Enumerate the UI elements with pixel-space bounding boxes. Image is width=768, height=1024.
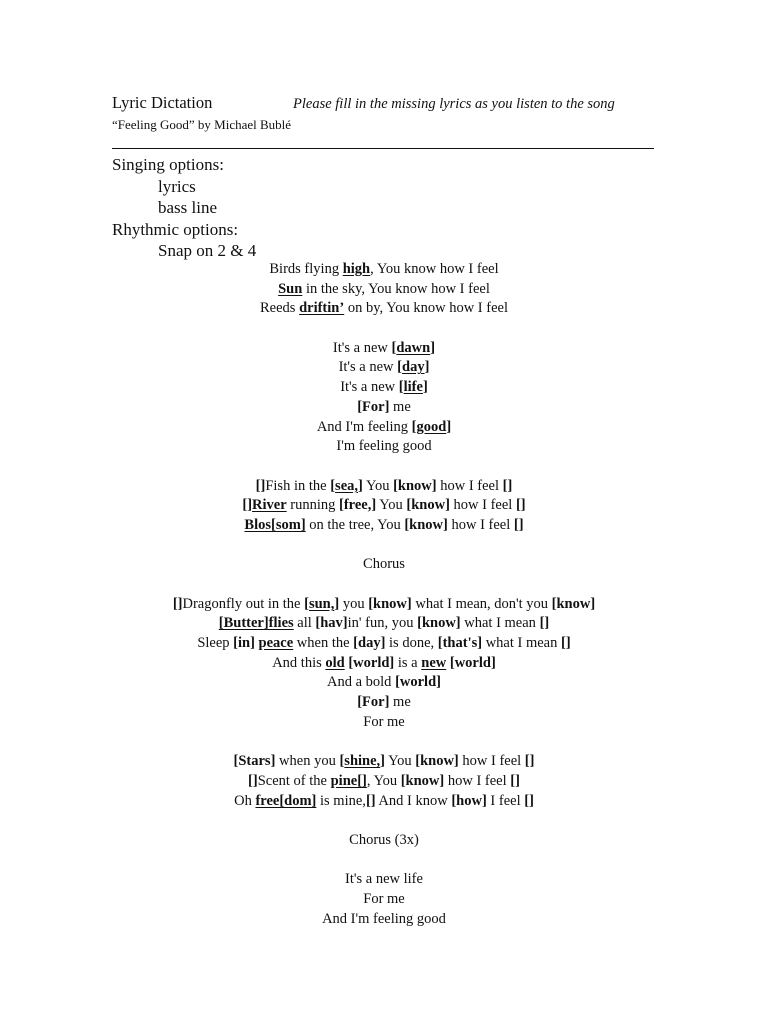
lyric-text: And I know [375,792,452,809]
lyric-text: how I feel [449,497,516,514]
lyric-answer: [know] [393,477,437,494]
rhythmic-options-heading: Rhythmic options: [112,219,239,239]
lyric-line [0,752,768,772]
lyric-text: how I feel [447,516,514,533]
lyric-answer: [ [397,359,402,376]
lyric-answer: [] [248,772,258,789]
instructions-text: Please fill in the missing lyrics as you listen to the song [293,96,615,112]
lyric-text: on the tree, You [305,516,405,533]
blank-line [0,851,768,871]
lyric-text: Chorus [363,556,405,573]
blank-line [0,811,768,831]
lyric-text: Scent of the [257,772,331,789]
blank-line [0,457,768,477]
lyric-line [0,654,768,674]
lyric-answer: [that's] [437,635,483,652]
lyrics-block [0,260,768,929]
lyric-answer: [Butter]flies [218,615,294,632]
lyric-answer: [Stars] [233,753,276,770]
lyric-answer: [know] [406,497,450,514]
blank-line [0,536,768,556]
lyric-answer: peace [258,635,294,652]
lyric-answer: [For] [357,694,390,711]
lyric-line [0,398,768,418]
lyric-line [0,516,768,536]
lyric-line [0,673,768,693]
blank-line [0,733,768,753]
lyric-answer: [ [304,595,309,612]
lyric-answer: sea, [335,477,359,494]
lyric-text: when you [275,753,340,770]
lyric-text: running [286,497,340,514]
lyric-text: what I mean [460,615,540,632]
lyric-answer: [ [411,418,417,435]
lyric-line [0,910,768,930]
lyric-line [0,693,768,713]
lyric-answer: [ [391,339,397,356]
singing-option-item: lyrics [158,176,196,196]
lyric-text: , You know how I feel [370,261,499,277]
lyric-answer: [] [255,477,266,494]
lyric-answer: [in] [233,635,255,652]
lyric-text: in the sky, You know how I feel [302,280,490,297]
lyric-text: It's a new life [345,871,423,888]
lyric-answer: [world] [449,654,496,671]
lyric-answer: pine[] [330,772,367,789]
lyric-answer: [] [510,772,520,789]
lyric-text: Sleep [197,635,234,652]
lyric-text: what I mean [482,635,561,652]
lyric-text: I feel [486,792,525,809]
lyric-text: Oh [234,792,256,809]
lyric-text: all [293,615,316,632]
lyric-line [0,595,768,615]
lyric-text: Fish in the [265,477,331,494]
lyric-text: when the [293,635,354,652]
lyric-text: in' fun, you [347,615,418,632]
lyric-answer: [] [561,635,571,652]
lyric-answer: Sun [278,280,303,297]
lyric-text: how I feel [444,772,511,789]
lyric-answer: [ [330,477,336,494]
lyric-line [0,614,768,634]
lyric-line [0,339,768,359]
lyric-text: is mine, [316,792,366,809]
lyric-text: It's a new [332,339,392,356]
lyric-text: And I'm feeling good [322,910,446,927]
song-subtitle: “Feeling Good” by Michael Bublé [112,117,292,132]
lyric-answer: old [325,654,345,671]
lyric-answer: [] [524,753,535,770]
lyric-line [0,280,768,300]
lyric-answer: [how] [451,792,487,809]
lyric-answer: dawn [396,339,431,356]
lyric-text: You [362,477,394,494]
lyric-text: It's a new [338,359,398,376]
lyric-text: Dragonfly out in the [182,595,305,612]
lyric-answer: ] [430,339,436,356]
lyric-line [0,870,768,890]
lyric-line [0,890,768,910]
blank-line [0,575,768,595]
lyric-answer: free[dom] [255,792,317,809]
singing-options-heading: Singing options: [112,155,224,174]
lyric-answer: ] [334,595,340,612]
lyric-answer: [] [172,595,183,612]
lyric-answer: [ [339,753,345,770]
lyric-line [0,260,768,280]
lyric-line [0,358,768,378]
lyric-answer: [For] [357,398,390,415]
lyric-answer: ] [358,477,363,494]
lyric-answer: [hav] [315,615,348,632]
lyric-answer: new [421,654,447,671]
lyric-line [0,772,768,792]
lyric-text: how I feel [436,477,503,494]
lyric-line [0,378,768,398]
lyric-text: how I feel [458,753,525,770]
lyric-text: is done, [385,635,438,652]
lyric-line [0,437,768,457]
lyric-text: , You [366,772,401,789]
lyric-answer: River [252,497,287,514]
lyric-text: is a [394,654,422,671]
lyric-text: And I'm feeling [316,418,412,435]
lyric-answer: [day] [353,635,386,652]
lyric-answer: Blos[som] [244,516,306,533]
lyric-answer: [know] [400,772,445,789]
lyric-line [0,634,768,654]
lyric-line [0,792,768,812]
lyric-answer: [ [398,379,404,396]
lyric-text: you [339,595,369,612]
lyric-line [0,477,768,497]
lyric-answer: ] [422,379,428,396]
lyric-text: what I mean, don't you [411,595,552,612]
lyric-answer: [] [365,792,376,809]
lyric-text: I'm feeling good [336,438,432,455]
lyric-answer: day [402,359,425,376]
lyric-answer: [] [539,615,550,632]
lyric-answer: [] [242,497,253,514]
lyric-line [0,418,768,438]
lyric-text: You [385,753,416,770]
lyric-answer: [world] [395,674,441,691]
lyric-answer: [know] [417,615,461,632]
rhythmic-option-item: Snap on 2 & 4 [158,241,257,260]
lyric-text: And this [272,654,326,671]
lyric-text: You [376,497,407,514]
lyric-text: And a bold [327,674,396,691]
lyric-text: For me [363,891,405,907]
lyric-text: me [389,694,411,711]
lyric-line [0,831,768,851]
lyric-answer: high [342,261,371,277]
lyric-answer: [know] [368,595,412,612]
lyric-answer: ] [446,418,452,435]
lyric-answer: good [416,418,447,435]
lyric-answer: [know] [415,753,459,770]
lyric-answer: [world] [348,654,395,671]
lyric-line [0,496,768,516]
lyric-line [0,713,768,733]
lyric-answer: [] [513,516,524,533]
blank-line [0,319,768,339]
lyric-text: Birds flying [269,261,343,277]
lyric-text: It's a new [340,379,399,396]
lyric-text: me [389,398,411,415]
lyric-answer: ] [424,359,430,376]
lyric-text: Chorus (3x) [349,831,419,848]
lyric-text: on by, You know how I feel [344,300,508,317]
lyric-answer: [] [524,792,534,809]
lyric-text: Reeds [260,300,300,317]
lyric-answer: driftin’ [299,300,345,317]
lyric-answer: sun, [308,595,335,612]
lyric-answer: [] [515,497,526,514]
lyric-answer: shine, [344,753,381,770]
lyric-text: For me [363,713,405,730]
lyric-line [0,555,768,575]
lyric-line [0,299,768,319]
lyric-answer: [] [502,477,513,494]
lyric-answer: life [403,379,423,396]
lyric-answer: [know] [404,516,448,533]
lyric-answer: [free,] [339,497,377,514]
singing-option-item: bass line [158,198,218,217]
lyric-answer: ] [380,753,386,770]
lyric-answer: [know] [551,595,596,612]
page-title: Lyric Dictation [112,93,213,112]
options-section [112,154,256,262]
header-divider [112,148,654,149]
